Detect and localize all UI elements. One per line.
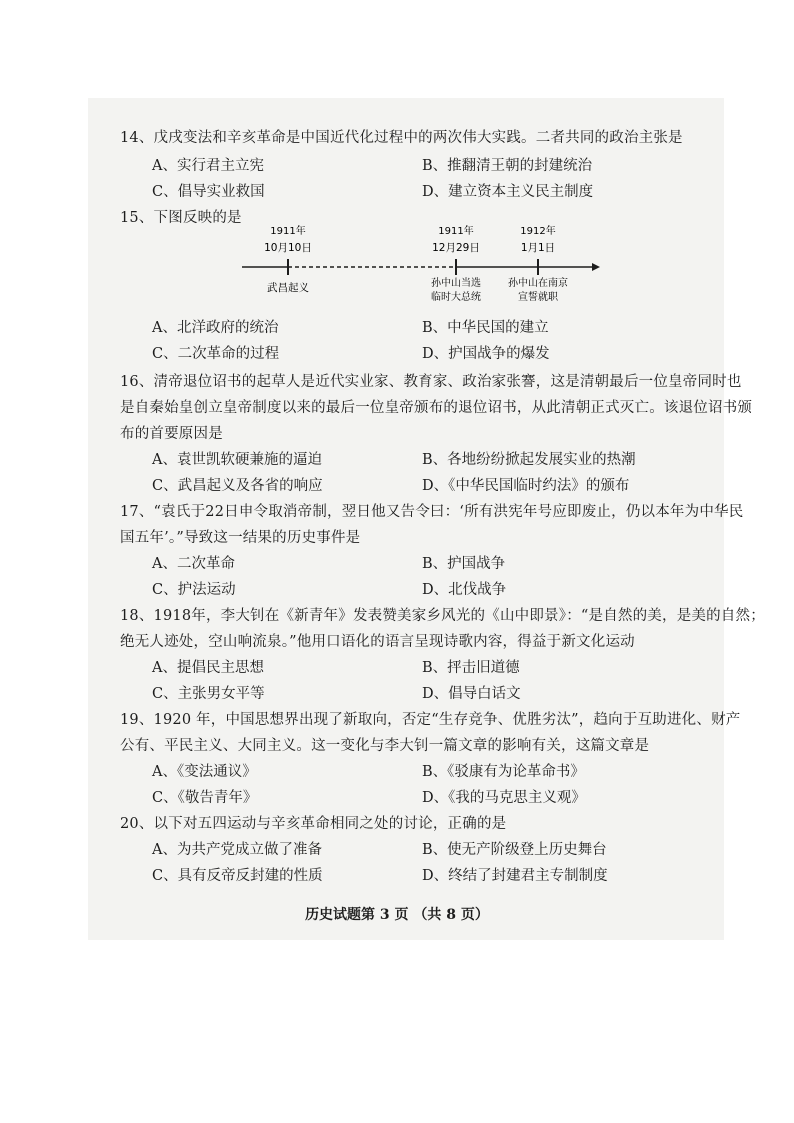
question-20-option-c: C、具有反帝反封建的性质 (152, 868, 323, 884)
question-15-option-a: A、北洋政府的统治 (152, 320, 279, 336)
question-16-option-c: C、武昌起义及各省的响应 (152, 478, 323, 494)
question-19-option-d: D、《我的马克思主义观》 (422, 790, 586, 806)
question-14-option-a: A、实行君主立宪 (152, 158, 264, 174)
question-19-option-b: B、《驳康有为论革命书》 (422, 764, 585, 780)
question-16-line-2: 是自秦始皇创立皇帝制度以来的最后一位皇帝颁布的退位诏书，从此清朝正式灭亡。该退位诏书颁 (120, 400, 753, 416)
event2-label-line1: 孙中山当选 (431, 278, 481, 289)
question-15-option-c: C、二次革命的过程 (152, 346, 280, 362)
question-19-option-c: C、《敬告青年》 (152, 790, 258, 806)
timeline-arrowhead (592, 263, 600, 271)
event1-year: 1911年 (270, 226, 306, 237)
page-footer: 历史试题第 3 页 （共 8 页） (305, 907, 489, 923)
question-15-option-d: D、护国战争的爆发 (422, 346, 550, 362)
question-16-option-d: D、《中华民国临时约法》的颁布 (422, 478, 630, 494)
question-18-option-a: A、提倡民主思想 (152, 660, 264, 676)
question-20-option-d: D、终结了封建君主专制制度 (422, 868, 608, 884)
question-18-option-c: C、主张男女平等 (152, 686, 265, 702)
question-15-stem: 15、下图反映的是 (120, 210, 242, 226)
event3-year: 1912年 (520, 226, 556, 237)
question-17-line-2: 国五年’。”导致这一结果的历史事件是 (120, 530, 361, 546)
event2-date: 12月29日 (432, 242, 480, 254)
event3-date: 1月1日 (520, 242, 556, 254)
question-17-option-a: A、二次革命 (152, 556, 235, 572)
question-16-line-3: 布的首要原因是 (120, 426, 223, 442)
question-17-option-b: B、护国战争 (422, 556, 506, 572)
question-18-line-2: 绝无人迹处，空山响流泉。”他用口语化的语言呈现诗歌内容，得益于新文化运动 (120, 634, 635, 650)
event3-label-line2: 宣誓就职 (518, 292, 558, 303)
question-19-line-1: 19、1920 年，中国思想界出现了新取向，否定“生存竞争、优胜劣汰”，趋向于互助进化、财产 (120, 712, 741, 728)
question-20-option-a: A、为共产党成立做了准备 (152, 842, 322, 858)
event2-label-line2: 临时大总统 (431, 292, 481, 303)
question-15-option-b: B、中华民国的建立 (422, 320, 549, 336)
question-18-line-1: 18、1918年，李大钊在《新青年》发表赞美家乡风光的《山中即景》：“是自然的美，是美的自然； (120, 608, 765, 624)
question-16-option-a: A、袁世凯软硬兼施的逼迫 (152, 452, 322, 468)
question-16-line-1: 16、清帝退位诏书的起草人是近代实业家、教育家、政治家张謇，这是清朝最后一位皇帝同时也 (120, 374, 742, 390)
question-17-line-1: 17、“袁氏于22日申令取消帝制，翌日他又告令曰：‘所有洪宪年号应即废止，仍以本年为中华民 (120, 504, 744, 520)
event2-year: 1911年 (438, 226, 474, 237)
question-14-option-c: C、倡导实业救国 (152, 184, 265, 200)
question-14-option-b: B、推翻清王朝的封建统治 (422, 158, 593, 174)
timeline-diagram (230, 218, 610, 306)
question-20-option-b: B、使无产阶级登上历史舞台 (422, 842, 607, 858)
event3-label-line1: 孙中山在南京 (508, 278, 568, 289)
event1-date: 10月10日 (264, 242, 312, 254)
question-16-option-b: B、各地纷纷掀起发展实业的热潮 (422, 452, 636, 468)
question-19-option-a: A、《变法通议》 (152, 764, 257, 780)
question-20-stem: 20、以下对五四运动与辛亥革命相同之处的讨论，正确的是 (120, 816, 507, 832)
question-19-line-2: 公有、平民主义、大同主义。这一变化与李大钊一篇文章的影响有关，这篇文章是 (120, 738, 650, 754)
question-18-option-d: D、倡导白话文 (422, 686, 521, 702)
event1-label: 武昌起义 (267, 282, 309, 294)
question-17-option-d: D、北伐战争 (422, 582, 507, 598)
question-14-stem: 14、戊戌变法和辛亥革命是中国近代化过程中的两次伟大实践。二者共同的政治主张是 (120, 130, 683, 146)
question-17-option-c: C、护法运动 (152, 582, 236, 598)
question-18-option-b: B、抨击旧道德 (422, 660, 520, 676)
question-14-option-d: D、建立资本主义民主制度 (422, 184, 594, 200)
